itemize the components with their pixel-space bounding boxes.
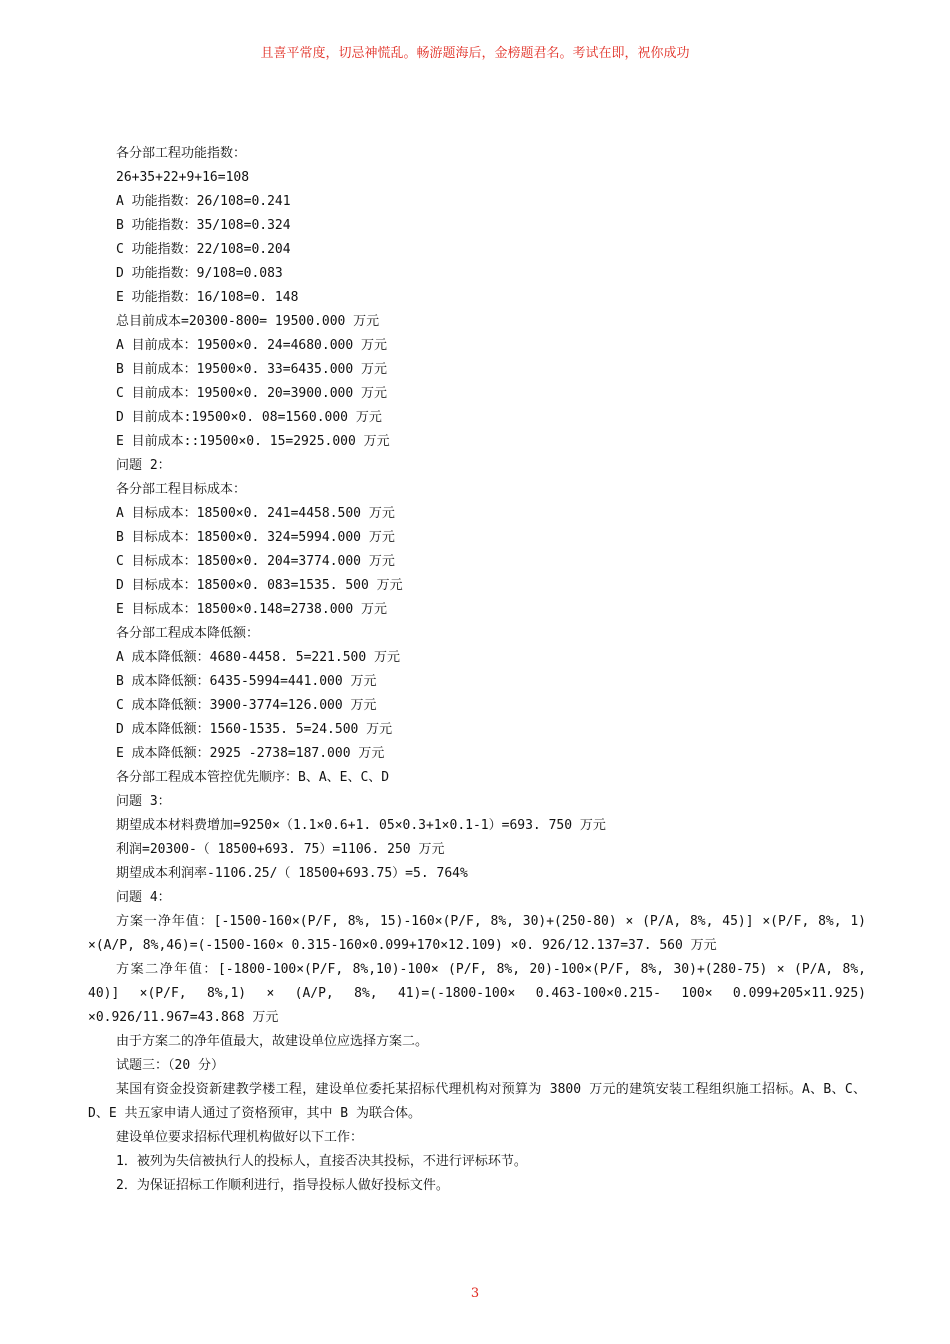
exam-question-heading: 试题三：（20 分） — [116, 1058, 224, 1073]
question-heading: 问题 2： — [116, 458, 171, 473]
text-line: A 目前成本：19500×0. 24=4680.000 万元 — [116, 338, 388, 353]
text-line: C 目前成本：19500×0. 20=3900.000 万元 — [116, 386, 388, 401]
text-line: D 功能指数：9/108=0.083 — [116, 266, 283, 281]
page-header: 且喜平常度，切忌神慌乱。畅游题海后，金榜题君名。考试在即，祝你成功 — [260, 46, 690, 61]
text-line: 26+35+22+9+16=108 — [116, 170, 250, 185]
text-line: 期望成本材料费增加=9250×（1.1×0.6+1. 05×0.3+1×0.1-1）=693. 750 万元 — [116, 818, 606, 833]
text-line: D 目标成本：18500×0. 083=1535. 500 万元 — [116, 578, 403, 593]
list-item: 2．为保证招标工作顺利进行，指导投标人做好投标文件。 — [116, 1178, 449, 1193]
paragraph-plan-one: 方案一净年值：[-1500-160×(P/F, 8%, 15)-160×(P/F, 8%, 30)+(250-80) × (P/A, 8%, 45)] ×(P/F, 8%, 1) ×(A/P, 8%,46)=(-1500-160× 0.315-160×0.099+170×12.109) ×0. 926/12.137=37. 560 万元 — [88, 914, 866, 953]
page-number: 3 — [470, 1286, 480, 1301]
text-line: E 目前成本::19500×0. 15=2925.000 万元 — [116, 434, 390, 449]
text-line: B 目标成本：18500×0. 324=5994.000 万元 — [116, 530, 395, 545]
paragraph-plan-two: 方案二净年值：[-1800-100×(P/F, 8%,10)-100× (P/F, 8%, 20)-100×(P/F, 8%, 30)+(280-75) × (P/A, 8%, 40)] ×(P/F, 8%,1) × (A/P, 8%, 41)=(-1800-100× 0.463-100×0.215- 100× 0.099+205×11.925) ×0.926/11.967=43.868 万元 — [88, 962, 866, 1025]
text-line: C 目标成本：18500×0. 204=3774.000 万元 — [116, 554, 395, 569]
list-item: 1．被列为失信被执行人的投标人，直接否决其投标，不进行评标环节。 — [116, 1154, 527, 1169]
text-line: 各分部工程成本管控优先顺序：B、A、E、C、D — [116, 770, 390, 785]
text-line: 利润=20300-（ 18500+693. 75）=1106. 250 万元 — [116, 842, 445, 857]
text-line: B 目前成本：19500×0. 33=6435.000 万元 — [116, 362, 388, 377]
text-line: 各分部工程功能指数： — [116, 146, 247, 161]
text-line: E 成本降低额：2925 -2738=187.000 万元 — [116, 746, 385, 761]
text-line: C 功能指数：22/108=0.204 — [116, 242, 291, 257]
text-line: 各分部工程成本降低额： — [116, 626, 260, 641]
document-body — [88, 142, 866, 1198]
paragraph-requirements-intro: 建设单位要求招标代理机构做好以下工作： — [116, 1130, 364, 1145]
question-heading: 问题 3： — [116, 794, 171, 809]
paragraph-conclusion: 由于方案二的净年值最大，故建设单位应选择方案二。 — [116, 1034, 429, 1049]
text-line: 各分部工程目标成本： — [116, 482, 247, 497]
question-heading: 问题 4： — [116, 890, 171, 905]
text-line: E 目标成本：18500×0.148=2738.000 万元 — [116, 602, 388, 617]
text-line: C 成本降低额：3900-3774=126.000 万元 — [116, 698, 377, 713]
text-line: D 成本降低额：1560-1535. 5=24.500 万元 — [116, 722, 393, 737]
text-line: A 功能指数：26/108=0.241 — [116, 194, 291, 209]
text-line: B 成本降低额：6435-5994=441.000 万元 — [116, 674, 377, 689]
text-line: A 成本降低额：4680-4458. 5=221.500 万元 — [116, 650, 401, 665]
text-line: E 功能指数：16/108=0. 148 — [116, 290, 299, 305]
text-line: B 功能指数：35/108=0.324 — [116, 218, 291, 233]
text-line: 总目前成本=20300-800= 19500.000 万元 — [116, 314, 380, 329]
text-line: D 目前成本:19500×0. 08=1560.000 万元 — [116, 410, 382, 425]
paragraph-project-description: 某国有资金投资新建教学楼工程，建设单位委托某招标代理机构对预算为 3800 万元的建筑安装工程组织施工招标。A、B、C、D、E 共五家申请人通过了资格预审，其中 B 为联合体。 — [88, 1082, 866, 1121]
text-line: A 目标成本：18500×0. 241=4458.500 万元 — [116, 506, 395, 521]
text-line: 期望成本利润率-1106.25/（ 18500+693.75）=5. 764% — [116, 866, 468, 881]
